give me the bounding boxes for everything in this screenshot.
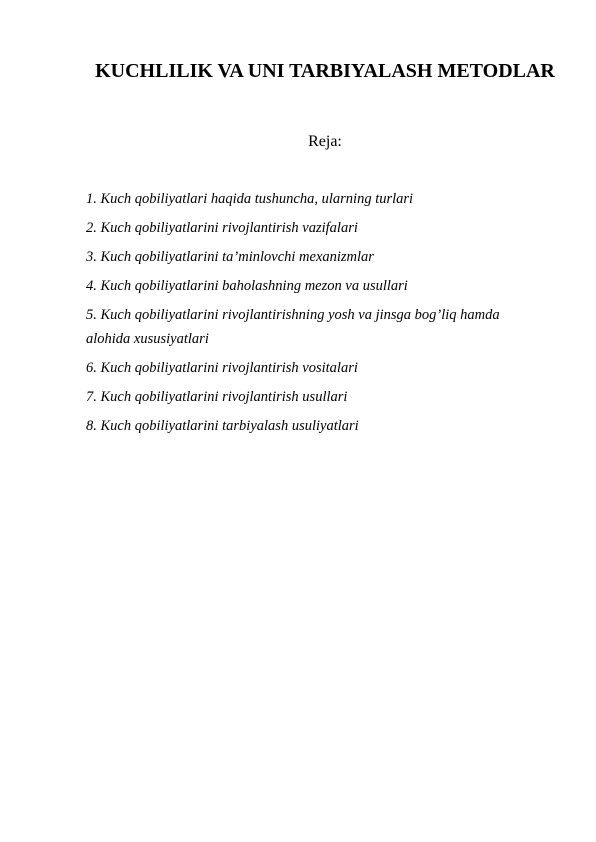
plan-item: 4. Kuch qobiliyatlarini baholashning mezon va usullari: [86, 278, 408, 294]
plan-item: 6. Kuch qobiliyatlarini rivojlantirish vositalari: [86, 360, 358, 376]
plan-item: 7. Kuch qobiliyatlarini rivojlantirish usullari: [86, 389, 348, 405]
plan-item: 5. Kuch qobiliyatlarini rivojlantirishning yosh va jinsga bog’liq hamda alohida xususiyatlari: [86, 307, 500, 347]
plan-item: 3. Kuch qobiliyatlarini ta’minlovchi mexanizmlar: [86, 249, 374, 265]
plan-item: 2. Kuch qobiliyatlarini rivojlantirish vazifalari: [86, 220, 358, 236]
plan-item: 8. Kuch qobiliyatlarini tarbiyalash usuliyatlari: [86, 418, 359, 434]
plan-list: [86, 187, 546, 443]
document-title: KUCHLILIK VA UNI TARBIYALASH METODLAR: [95, 60, 555, 82]
plan-item: 1. Kuch qobiliyatlari haqida tushuncha, ularning turlari: [86, 191, 414, 207]
plan-heading: Reja:: [308, 133, 342, 150]
